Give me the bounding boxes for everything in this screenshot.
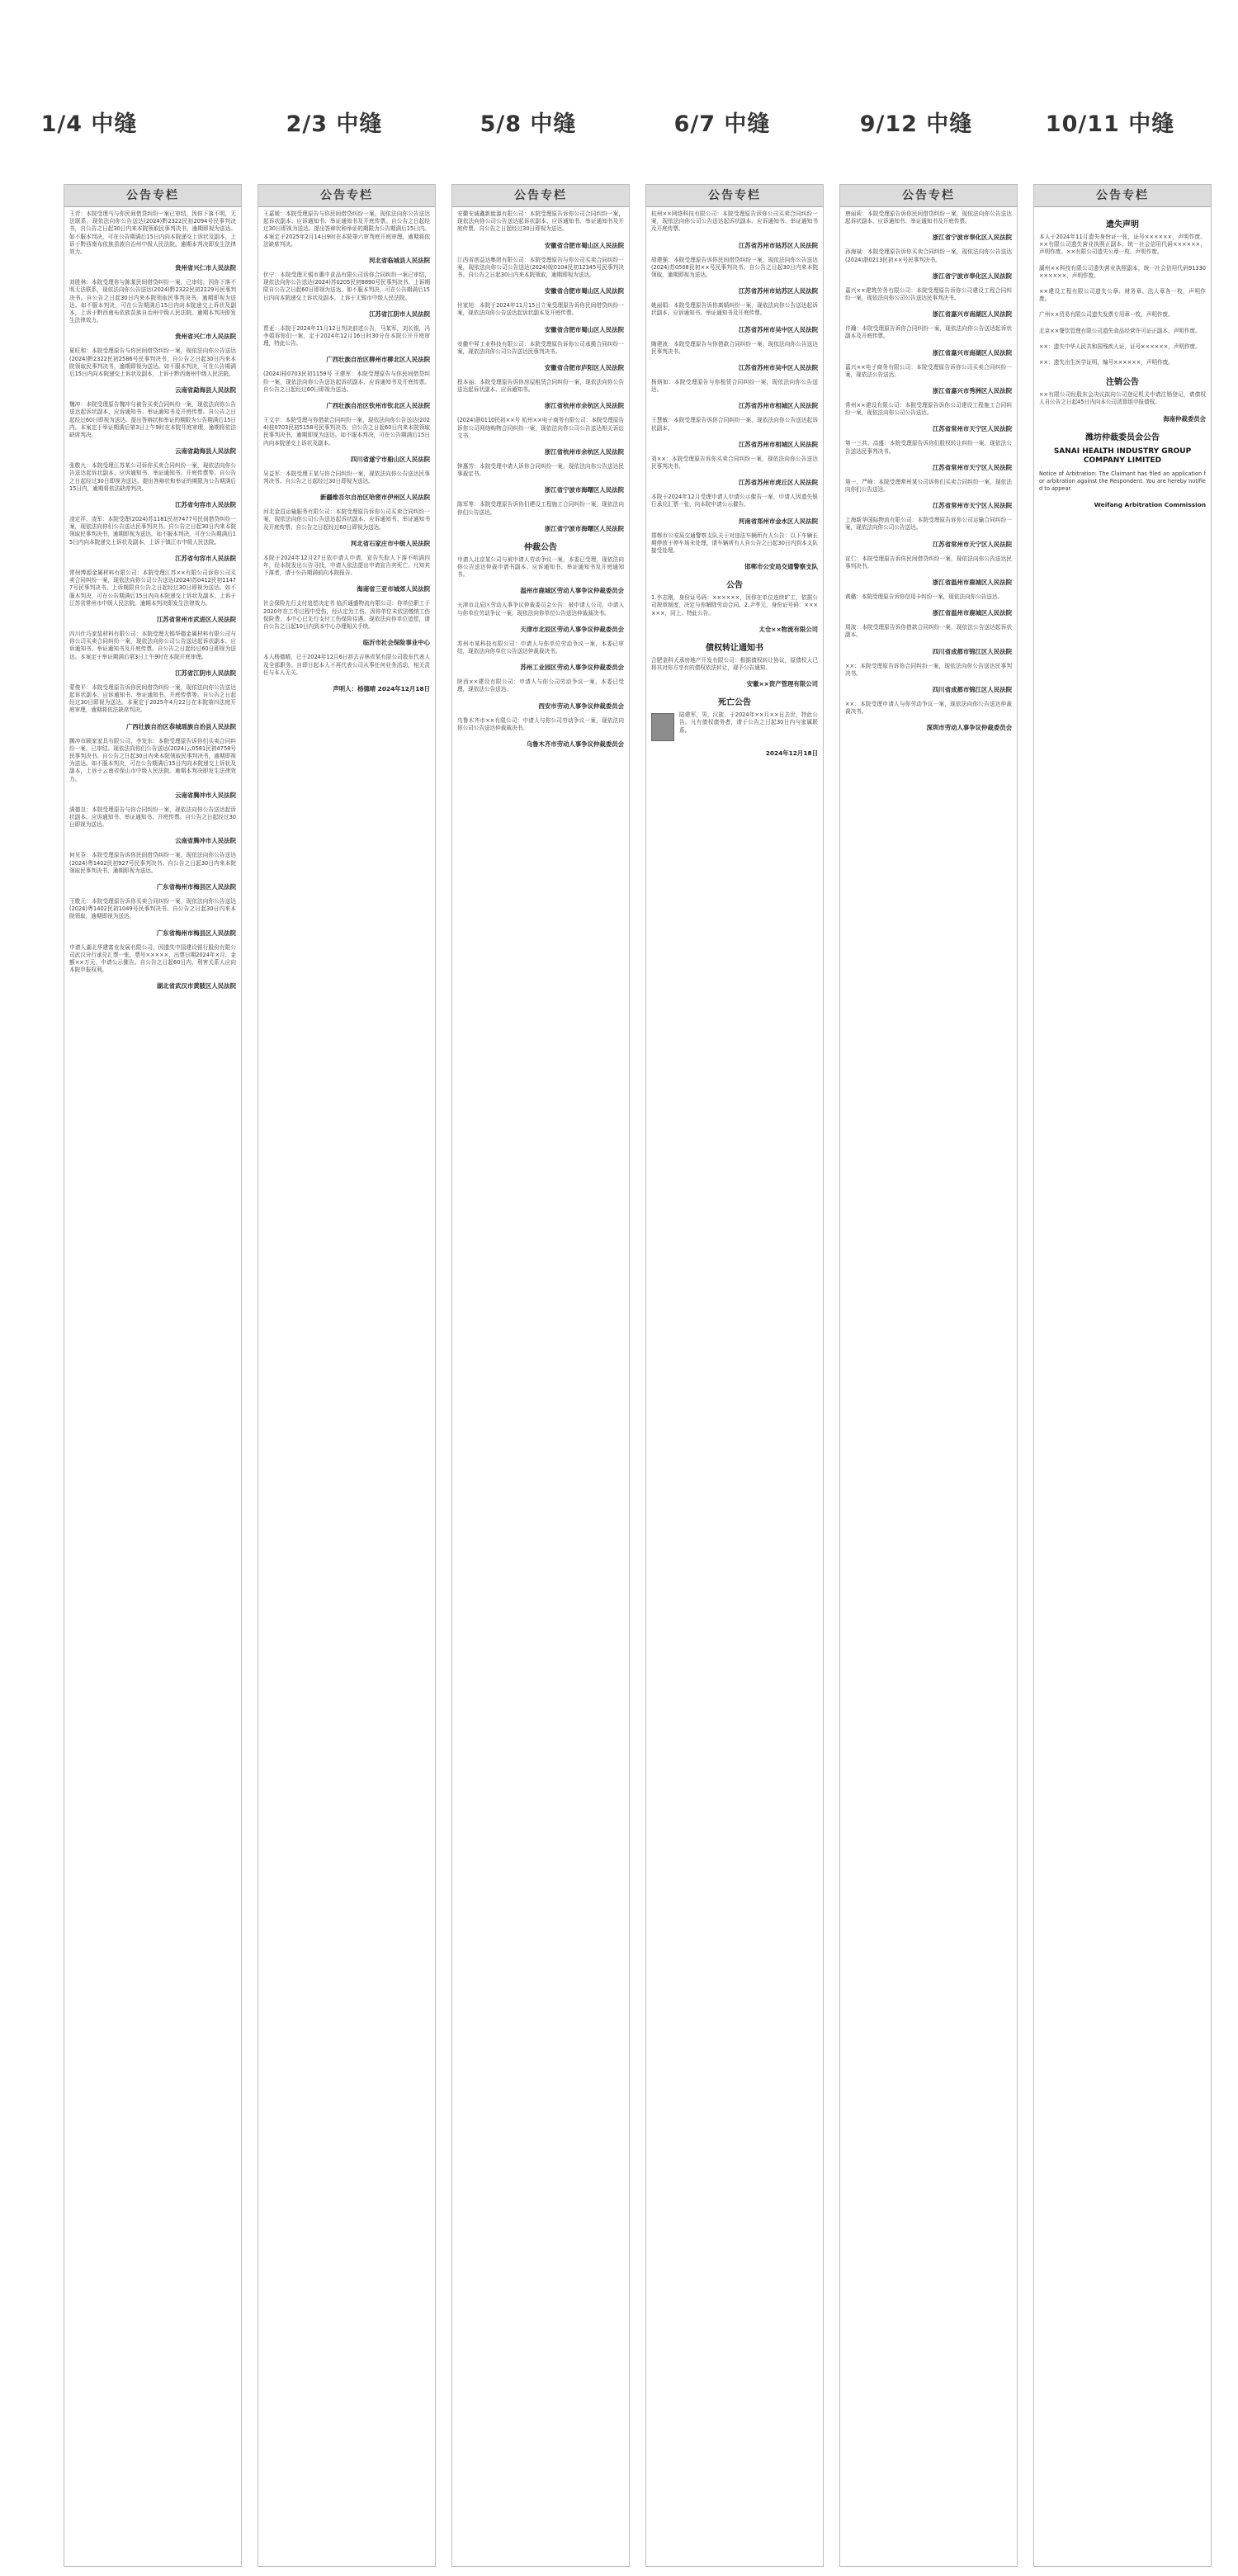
issuer-name: 浙江省宁波市奉化区人民法院: [932, 234, 1012, 242]
notice-text: 程本丽：本院受理原告诉你房屋租赁合同纠纷一案，现依法向你公告送达起诉状副本、应诉通知书。: [457, 379, 624, 394]
notice-text: 安徽中昇工业科技有限公司：本院受理原告诉你公司承揽合同纠纷一案，现依法向你公司公告送达民事判决书。: [457, 340, 624, 355]
issuer-name: 江苏省句容市人民法院: [175, 501, 236, 509]
issuer-name: 江苏省苏州市吴中区人民法院: [738, 325, 818, 333]
issuer-name: 广西壮族自治区钦州市钦北区人民法院: [326, 402, 430, 410]
notice-text: ××：遗失出生医学证明，编号××××××，声明作废。: [1039, 359, 1174, 366]
notice-text: ××：遗失中华人民共和国残疾人证，证号××××××，声明作废。: [1039, 343, 1201, 350]
notice-text: 胡建强：本院受理原告诉你民间借贷纠纷一案，现依法向你公告送达(2024)苏0508民初××号民事判决书。自公告之日起30日内来本院领取，逾期即视为送达。: [651, 256, 818, 279]
section-heading: 死亡公告: [718, 698, 751, 708]
notice-text: 常州××建设有限公司：本院受理原告诉你公司建设工程施工合同纠纷一案，现依法向你公司公告送达。: [845, 402, 1012, 417]
notice-text: 陆建军，男，汉族，于2024年××月××日去世，特此公告。凡有债权债务者，请于公告之日起30日内与家属联系。: [679, 711, 818, 734]
notice-text: (2024)浙0110民初××号 杭州××电子商务有限公司：本院受理原告诉你公司网络购物合同纠纷一案，现依法向你公司公告送达相关诉讼文书。: [457, 417, 624, 439]
section-heading: 遗失声明: [1106, 220, 1139, 229]
notice-text: 北京××餐饮管理有限公司遗失食品经营许可证正副本，声明作废。: [1039, 327, 1201, 334]
issuer-name: 江苏省苏州市虎丘区人民法院: [738, 479, 818, 487]
notice-text: 上海新华国际物流有限公司：本院受理原告诉你公司运输合同纠纷一案，现依法向你公司公告送达。: [845, 517, 1012, 532]
issuer-name: 江苏省句容市人民法院: [175, 554, 236, 562]
column-label-6: 10/11 中缝: [1045, 111, 1175, 137]
issuer-name: 云南省勐海县人民法院: [175, 386, 236, 395]
section-heading: 注销公告: [1106, 378, 1139, 388]
notice-text: 安徽安诚鑫新能源有限公司：本院受理原告诉你公司合同纠纷一案，现依法向你公司公告送达起诉状副本、应诉通知书、举证通知书及开庭传票。自公告之日起经过30日即视为送达。: [457, 210, 624, 233]
issuer-name: 云南省勐海县人民法院: [175, 447, 236, 456]
issuer-name: 新疆维吾尔自治区哈密市伊州区人民法院: [319, 494, 430, 502]
issuer-name: 江苏省江阴市人民法院: [175, 669, 236, 677]
issuer-name: 贵州省兴仁市人民法院: [175, 264, 236, 272]
issuer-name: 江苏省常州市天宁区人民法院: [932, 463, 1012, 471]
issuer-name: 江苏省江阴市人民法院: [369, 310, 430, 318]
notice-text: 本人杨德晴，已于2024年12月6日辞去吉林省某有限公司股东代表人及全部职务，自即日起本人不再代表公司从事任何业务活动，相关责任与本人无关。: [263, 654, 430, 676]
notice-text: 邯郸市公安局交通警察支队关于对违法车辆所有人公告：以下车辆长期停放于停车场未处理，请车辆所有人自公告之日起30日内到本支队接受处理。: [651, 532, 818, 555]
issuer-name: 邯郸市公安局交通警察支队: [744, 563, 818, 571]
issuer-name: 安徽省合肥市庐阳区人民法院: [544, 364, 624, 372]
issuer-name: 江苏省苏州市相城区人民法院: [738, 440, 818, 448]
notice-text: 腾冲市顾家家具有限公司、李发东：本院受理原告诉你们买卖合同纠纷一案，已审结。现依法向你们公告送达(2024)云0581民初4758号民事判决书。自公告之日起30日内来本院领取民事判决书，逾期即视为送达。如不服本判决，可在公告期满后15日内向本院递交上诉状及副本，上诉于云南省保山市中级人民法院。逾期本判决即发生法律效力。: [69, 737, 236, 782]
notice-text: 满德良：本院受理原告与你合同纠纷一案，现依法向你公告送达起诉状副本、应诉通知书、举证通知书、开庭传票。自公告之日起经过30日即视为送达。: [69, 806, 236, 829]
notice-text: 本院于2024年12月27日依申请人申请，宣告失踪人下落不明满四年，经本院发出公告寻找，申请人依法提出申请宣告其死亡。凡知其下落者，请于公告期满前向本院报告。: [263, 554, 430, 577]
issuer-name: 江苏省苏州市姑苏区人民法院: [738, 241, 818, 249]
notice-column-5: [839, 184, 1018, 2567]
issuer-name: 云南省腾冲市人民法院: [175, 791, 236, 799]
issuer-name: 河北省石家庄市中级人民法院: [350, 539, 430, 547]
notice-text: 唐丽莉：本院受理原告诉你民间借贷纠纷一案，现依法向你公告送达起诉状副本、应诉通知书、举证通知书及开庭传票。: [845, 210, 1012, 225]
notice-text: 申请人北京某公司与被申请人劳动争议一案，本委已受理，现依法向你公告送达仲裁申请书副本、应诉通知书、举证通知书及开庭通知书。: [457, 555, 624, 579]
issuer-name: 河北省临城县人民法院: [369, 257, 430, 265]
notice-text: 社会保险先行支付追偿决定书 临沂通盛物流有限公司：你单位职工于2020年在工作过程中受伤，经认定为工伤。因你单位未依法缴纳工伤保险费，本中心已先行支付工伤保险待遇。现依法向你单位追偿，请自公告之日起10日内到本中心办理相关手续。: [263, 600, 430, 631]
notice-text: ××：本院受理原告诉你合同纠纷一案，现依法向你公告送达民事判决书。: [845, 662, 1012, 677]
notice-text: 湖州××科技有限公司遗失营业执照副本，统一社会信用代码91330××××××，声明作废。: [1039, 264, 1206, 279]
notice-text: 王文宇：本院受理与你借款合同纠纷一案，现依法向你公告送达(2024)桂0703民初5158号民事判决书。自公告之日起60日内来本院领取民事判决书，逾期即视为送达。如不服本判决，可在公告期满后15日内向本院递交上诉状及副本。: [263, 417, 430, 447]
issuer-name: 江苏省常州市天宁区人民法院: [932, 502, 1012, 510]
notice-text: 王青：本院受理马与你民间借贷纠纷一案已审结，因你下落不明，无法联系，现依法向你公告送达(2024)黔2322民初2094号民事判决书，自公告之日起30日内来本院领取民事判决书，逾期即视为送达。如不服本判决，可在公告期满后15日内向本院递交上诉状及副本，上诉于黔西南布依族苗族自治州中级人民法院。逾期本判决即发生法律效力。: [69, 210, 236, 256]
issuer-name: 临沂市社会保险事业中心: [362, 639, 430, 647]
issuer-name: 安徽省合肥市蜀山区人民法院: [544, 325, 624, 333]
section-heading: 债权转让通知书: [706, 643, 763, 653]
issuer-name: Weifang Arbitration Commission: [1094, 501, 1206, 509]
notice-column-2: [258, 184, 436, 2567]
column-body: [1034, 207, 1211, 519]
issuer-name: 四川省成都市锦江区人民法院: [932, 686, 1012, 694]
issuer-name: 安徽××资产管理有限公司: [746, 680, 818, 688]
issuer-name: 浙江省宁波市奉化区人民法院: [932, 272, 1012, 280]
notice-text: 杭州××网络科技有限公司：本院受理原告诉你公司买卖合同纠纷一案，现依法向你公司公告送达起诉状副本、应诉通知书、举证通知书及开庭传票。: [651, 210, 818, 233]
column-body: [452, 207, 629, 759]
notice-text: 伏宁：本院受理无锡市惠中食品有限公司诉你合同纠纷一案已审结，现依法向你公告送达(2024)苏0205民初8890号民事判决书。上诉期限自公告之日起60日即视为送达。如不服本判决，可在公告期满后15日内向本院递交上诉状及副本，上诉于无锡市中级人民法院。: [263, 272, 430, 301]
issuer-name: 太仓××物流有限公司: [758, 625, 818, 633]
notice-text: 第一三共、高盛：本院受理原告诉你们股权转让纠纷一案，现依法公告送达民事判决书。: [845, 440, 1012, 455]
notice-text: 嘉兴××电子商务有限公司：本院受理原告诉你公司买卖合同纠纷一案，现依法公告送达。: [845, 363, 1012, 378]
issuer-name: 西安市劳动人事争议仲裁委员会: [538, 702, 624, 710]
notice-text: 四川仕巧家装材料有限公司：本院受理无锡华德金属材料有限公司与你公司买卖合同纠纷一案，现依法向你公司公告送达起诉状副本、应诉通知书、举证通知书及开庭传票。自公告之日起经过60日即视为送达。本案定于举证期满后第3日上午9时在本院开庭审理。: [69, 630, 236, 660]
section-heading: 潍坊仲裁委员会公告: [1085, 432, 1160, 442]
notice-text: 陶建波：本院受理原告与你借款合同纠纷一案，现依法向你公告送达民事判决书。: [651, 340, 818, 355]
notice-text: 合肥金科天承房地产开发有限公司：根据债权转让协议，原债权人已将其对你方享有的债权依法转让，现予公告通知。: [651, 656, 818, 672]
issuer-name: 广西壮族自治区柳州市柳北区人民法院: [326, 356, 430, 364]
notice-text: 刘××：本院受理原告诉你买卖合同纠纷一案，现依法向你公告送达民事判决书。: [651, 455, 818, 470]
portrait-photo: [651, 713, 674, 741]
notice-text: 第一、严峰：本院受理常州某公司诉你们买卖合同纠纷一案，现依法向你们公告送达。: [845, 478, 1012, 494]
column-title: 公告专栏: [646, 185, 823, 207]
obituary-block: [651, 711, 818, 743]
notice-text: 江西省创益达集团有限公司：本院受理原告与你公司买卖合同纠纷一案，现依法向你公司公告送达(2024)皖0104民初12345号民事判决书。自公告之日起30日内来本院领取，逾期即视为送达。: [457, 256, 624, 279]
column-label-5: 9/12 中缝: [859, 111, 973, 137]
column-title: 公告专栏: [64, 185, 241, 207]
notice-text: 陕西××建设有限公司：申请人与你公司劳动争议一案，本委已受理，现依法公告送达。: [457, 678, 624, 693]
column-body: [64, 207, 241, 1000]
issuer-name: 江苏省常州市天宁区人民法院: [932, 425, 1012, 433]
issuer-name: 浙江省宁波市海曙区人民法院: [544, 524, 624, 532]
notice-text: 吴益军：本院受理王某与你合同纠纷一案，现依法向你公告送达民事判决书。自公告之日起经过30日即视为送达。: [263, 470, 430, 485]
issuer-name: 广西壮族自治区恭城瑶族自治县人民法院: [125, 722, 236, 730]
notice-column-3: [451, 184, 630, 2567]
issuer-name: 苏州工业园区劳动人事争议仲裁委员会: [520, 664, 624, 672]
issuer-name: 江苏省常州市武进区人民法院: [156, 615, 236, 623]
issuer-name: 深圳市劳动人事争议仲裁委员会: [926, 724, 1012, 732]
notice-text: 本院于2024年12月受理申请人申请公示催告一案，申请人因遗失银行承兑汇票一张，向本院申请公示催告。: [651, 494, 818, 508]
notice-column-1: [64, 184, 242, 2567]
company-name-english: SANAI HEALTH INDUSTRY GROUP COMPANY LIMITED: [1053, 447, 1192, 465]
page-header: [0, 0, 1238, 177]
issuer-name: 温州市鹿城区劳动人事争议仲裁委员会: [520, 587, 624, 595]
column-title: 公告专栏: [840, 185, 1017, 207]
notice-text: 本人于2024年11月遗失身份证一张，证号××××××，声明作废。××有限公司遗失营业执照正副本，统一社会信用代码××××××，声明作废。××有限公司遗失公章一枚，声明作废。: [1039, 234, 1206, 256]
notice-text: 苏州市某科技有限公司：申请人与你单位劳动争议一案，本委已审结，现依法向你单位公告送达仲裁裁决书。: [457, 640, 624, 655]
notice-text: 许瀚：本院受理原告诉你合同纠纷一案，现依法向你公告送达起诉状副本及开庭传票。: [845, 325, 1012, 340]
issuer-name: 江苏省苏州市吴中区人民法院: [738, 364, 818, 372]
notice-text: ××建设工程有限公司遗失公章、财务章、法人章各一枚，声明作废。: [1039, 288, 1206, 303]
issuer-name: 四川省遂宁市船山区人民法院: [350, 455, 430, 463]
notice-text: 天津市北辰区劳动人事争议仲裁委员会公告：被申请人公司，申请人与你单位劳动争议一案，现依法向你单位公告送达仲裁裁决书。: [457, 602, 624, 617]
notice-text: 孙海斌：本院受理原告诉你买卖合同纠纷一案，现依法向你公告送达(2024)浙0213民初××号民事判决书。: [845, 248, 1012, 263]
notice-text: 夏旺和：本院受理原告与你民间借贷纠纷一案，现依法向你公告送达(2024)黔2322民初2586号民事判决书，自公告之日起30日内来本院领取民事判决书，逾期即视为送达。如不服本判决，可在公告期满后15日内向本院递交上诉状及副本，上诉于黔西南州中级人民法院。: [69, 347, 236, 378]
column-label-2: 2/3 中缝: [286, 111, 383, 137]
notice-text: 姚丽娟：本院受理原告诉你离婚纠纷一案，现依法向你公告送达起诉状副本、应诉通知书、举证通知书及开庭传票。: [651, 302, 818, 317]
column-body: [258, 207, 435, 703]
issuer-name: 云南省腾冲市人民法院: [175, 837, 236, 845]
notice-text: 蒙俊平：本院受理原告诉你民间借贷纠纷一案，现依法向你公告送达起诉状副本、应诉通知书、举证通知书、开庭传票等。自公告之日起经过30日即视为送达。本案定于2025年4月22日在本院第四法庭开庭审理，逾期将依法缺席判决。: [69, 683, 236, 714]
issuer-name: 广东省梅州市梅县区人民法院: [156, 929, 236, 937]
notice-text: 付家旭：本院于2024年11月15日立案受理原告诉你民间借贷纠纷一案，现依法向你公告送达起诉状副本及开庭传票。: [457, 302, 624, 317]
issuer-name: 海南仲裁委员会: [1163, 414, 1206, 423]
issuer-name: 浙江省嘉兴市秀洲区人民法院: [932, 387, 1012, 395]
issuer-name: 浙江省宁波市海曙区人民法院: [544, 486, 624, 494]
issuer-name: 湖北省武汉市黄陂区人民法院: [156, 982, 236, 990]
column-title: 公告专栏: [452, 185, 629, 207]
notice-text: 王慧敏：本院受理原告诉你合同纠纷一案，现依法向你公告送达起诉状副本。: [651, 417, 818, 432]
notice-text: 河北金昌运输服务有限公司：本院受理原告诉你公司买卖合同纠纷一案，现依法向你公司公告送达起诉状副本、应诉通知书、举证通知书及开庭传票。自公告之日起经过60日即视为送达。: [263, 508, 430, 531]
issuer-name: 浙江省嘉兴市南湖区人民法院: [932, 310, 1012, 319]
section-heading: 仲裁公告: [524, 542, 557, 552]
issuer-name: 海南省三亚市城郊人民法院: [357, 585, 430, 593]
notice-text: 刘胜林：本院受理你与陈某民间借贷纠纷一案，已审结，因你下落不明无法联系，现依法向你公告送达(2024)黔2322民初2229号民事判决书。自公告之日起30日内来本院领取民事判决书，逾期即视为送达。如不服本判决，可在公告期满后15日内向本院递交上诉状及副本，上诉于黔西南布依族苗族自治州中级人民法院。逾期本判决即发生法律效力。: [69, 279, 236, 324]
notice-text: 黄璐：本院受理原告诉你信用卡纠纷一案，现依法向你公告送达。: [845, 593, 1004, 601]
issuer-name: 江苏省常州市天宁区人民法院: [932, 540, 1012, 548]
issuer-name: 声明人：杨德晴 2024年12月18日: [333, 684, 430, 692]
notice-text: 乌鲁木齐市××有限公司：申请人与你公司劳动争议一案，现依法向你公司公告送达仲裁裁决书。: [457, 716, 624, 731]
notice-text: 申请人湖北华建富业发展有限公司，因遗失中国建设银行股份有限公司武汉分行承兑汇票一张，票号×××××，出票日期2024年×月，金额××万元，申请公示催告。自公告之日起60日内，利害关系人应向本院申报权利。: [69, 943, 236, 974]
notice-text: 陈军等：本院受理原告诉你们建设工程施工合同纠纷一案，现依法向你们公告送达。: [457, 501, 624, 516]
notice-text: 魏冲：本院受理原告魏冲与被告买卖合同纠纷一案，现依法向你公告送达起诉状副本、应诉通知书、举证通知书及开庭传票。自公告之日起经过60日即视为送达。提出答辩状和举证的期限为公告期满后15日内。本案定于举证期满后第3日上午9时在本院开庭审理，逾期将依法缺席判决。: [69, 401, 236, 439]
notice-text: 张敬九：本院受理江苏某公司诉你买卖合同纠纷一案，现依法向你公告送达起诉状副本、应诉通知书、举证通知书、开庭传票等。自公告之日起经过30日即视为送达。提出答辩状和举证的期限为公告期满后15日内，逾期将依法缺席判决。: [69, 462, 236, 492]
notice-text: ××有限公司经股东会决议拟向公司登记机关申请注销登记，请债权人自公告之日起45日内向本公司清算组申报债权。: [1039, 391, 1206, 406]
notice-text: ××：本院受理申请人与你劳动争议一案，现依法向你公告送达仲裁裁决书。: [845, 701, 1012, 716]
notice-text: 广州××贸易有限公司遗失发票专用章一枚，声明作废。: [1039, 311, 1174, 319]
issuer-name: 广东省梅州市梅县区人民法院: [156, 882, 236, 891]
issuer-name: 江苏省苏州市姑苏区人民法院: [738, 287, 818, 295]
notice-text: 王敬元：本院受理原告诉你买卖合同纠纷一案，现依法向你公告送达(2024)粤1402民初1049号民事判决书。自公告之日起30日内来本院领取，逾期即视为送达。: [69, 897, 236, 920]
notice-column-4: [645, 184, 824, 2567]
notice-column-6: [1033, 184, 1212, 2567]
notice-text: 何见芬：本院受理原告诉你民间借贷纠纷一案，现依法向你公告送达(2024)粤1402民初927号民事判决书。自公告之日起30日内来本院领取民事判决书，逾期即视为送达。: [69, 852, 236, 874]
notice-text: 王嘉媛：本院受理原告与你民间借贷纠纷一案，现依法向你公告送达起诉状副本、应诉通知书、举证通知书及开庭传票。自公告之日起经过30日即视为送达。提出答辩状和举证的期限为公告期满后15日内。本案定于2025年2月14日9时在本院第六审判庭开庭审理，逾期将依法缺席判决。: [263, 210, 430, 248]
notice-text: 钟惠芳：本院受理申请人诉你合同纠纷一案，现依法向你公告送达民事裁定书。: [457, 463, 624, 478]
notice-text: 嘉兴××建筑劳务有限公司：本院受理原告诉你公司建设工程合同纠纷一案，现依法向你公司公告送达民事判决书。: [845, 286, 1012, 302]
issuer-name: 四川省成都市锦江区人民法院: [932, 647, 1012, 655]
notice-text: 杨炳如：本院受理原告与你租赁合同纠纷一案，现依法向你公告送达。: [651, 379, 818, 394]
notice-text: 周波：本院受理原告诉你借款合同纠纷一案，现依法公告送达起诉状副本。: [845, 624, 1012, 639]
column-title: 公告专栏: [258, 185, 435, 207]
notice-text: Notice of Arbitration: The Claimant has filed an application for arbitration against the Respondent. You are hereby notified to appear.: [1039, 470, 1206, 493]
notice-text: 常州博源金属材料有限公司：本院受理江苏××有限公司诉你公司买卖合同纠纷一案，现依法向你公司公告送达(2024)苏0412民初11477号民事判决书。上诉期限自公告之日起经过30日即视为送达。如不服本判决，可在公告期满后15日内向本院递交上诉状及副本，上诉于江苏省常州市中级人民法院。逾期本判决即发生法律效力。: [69, 569, 236, 607]
issuer-name: 乌鲁木齐市劳动人事争议仲裁委员会: [526, 740, 624, 749]
issuer-name: 浙江省温州市鹿城区人民法院: [932, 579, 1012, 587]
issuer-name: 安徽省合肥市蜀山区人民法院: [544, 287, 624, 295]
issuer-name: 2024年12月18日: [765, 749, 818, 758]
column-body: [646, 207, 823, 768]
column-body: [840, 207, 1017, 742]
issuer-name: 浙江省温州市鹿城区人民法院: [932, 609, 1012, 617]
notice-text: 贾亚：本院于2024年11月12日判决前述公告，马某军，刘长银，冯李娟诉你们一案，定于2024年12月16日时30分在本院公开开庭审理，特此公告。: [263, 324, 430, 347]
issuer-name: 浙江省杭州市余杭区人民法院: [544, 402, 624, 410]
issuer-name: 安徽省合肥市蜀山区人民法院: [544, 241, 624, 249]
notice-text: 宣仁：本院受理原告诉你民间借贷纠纷一案，现依法向你公告送达民事判决书。: [845, 555, 1012, 570]
notice-text: 凌定祥、凌军：本院受理(2024)苏1181民初7477号民间借贷纠纷一案，现依法向你们公告送达民事判决书。自公告之日起30日内来本院领取民事判决书，逾期即视为送达。如不服本判决，可在公告期满后15日内向本院递交上诉状及副本，上诉于镇江市中级人民法院。: [69, 516, 237, 546]
issuer-name: 浙江省杭州市余杭区人民法院: [544, 448, 624, 456]
column-label-1: 1/4 中缝: [40, 111, 138, 137]
issuer-name: 江苏省苏州市相城区人民法院: [738, 402, 818, 410]
notice-text: 1.李志刚，身份证号码：××××××，因你在单位连续旷工，依据公司规章制度，决定与你解除劳动合同。2.尹孝元，身份证号码：××××××，同上。特此公告。: [651, 594, 818, 617]
issuer-name: 贵州省兴仁市人民法院: [175, 333, 236, 341]
column-title: 公告专栏: [1034, 185, 1211, 207]
section-heading: 公告: [726, 581, 743, 591]
issuer-name: 天津市北辰区劳动人事争议仲裁委员会: [520, 625, 624, 633]
notice-text: (2024)桂0703民初1159号 王建军：本院受理原告与你民间借贷纠纷一案，现依法向你公告送达起诉状副本、应诉通知书及开庭传票。自公告之日起经过60日即视为送达。: [263, 371, 430, 393]
issuer-name: 浙江省嘉兴市南湖区人民法院: [932, 348, 1012, 357]
column-label-4: 6/7 中缝: [673, 111, 771, 137]
column-label-3: 5/8 中缝: [480, 111, 577, 137]
issuer-name: 河南省郑州市金水区人民法院: [738, 517, 818, 525]
